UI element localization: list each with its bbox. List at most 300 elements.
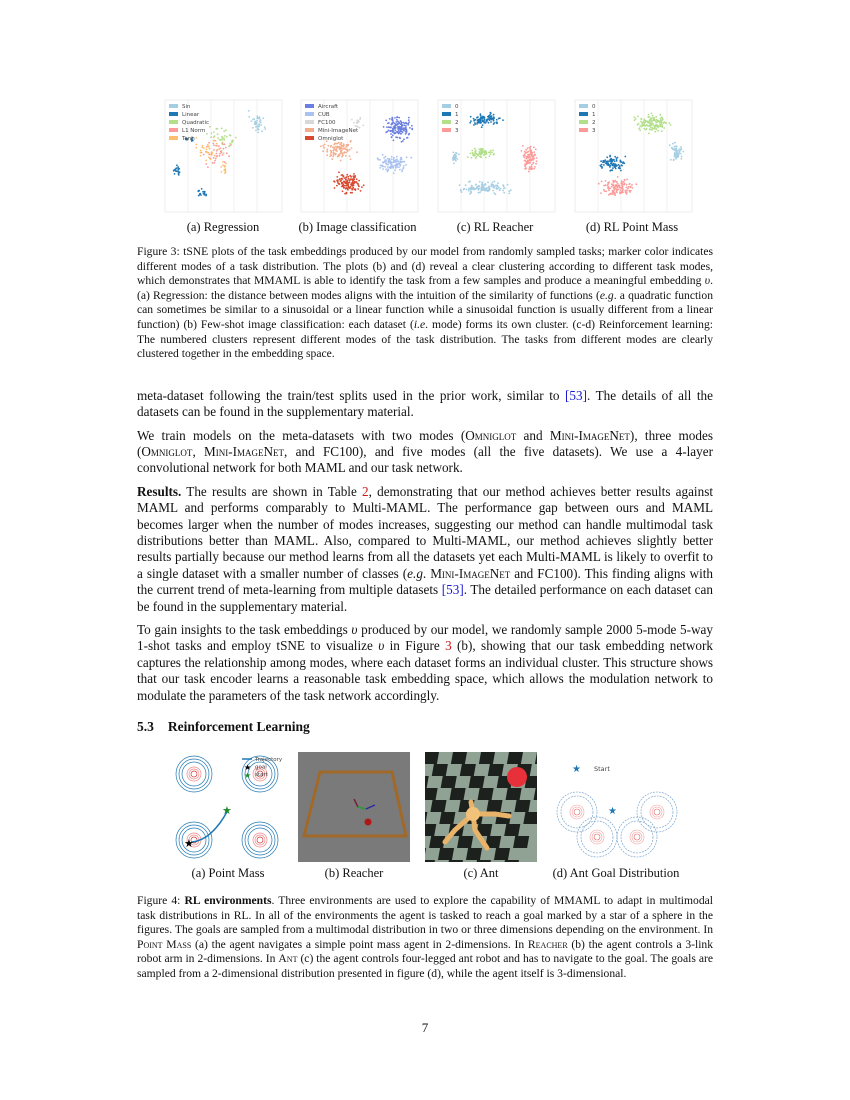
scatter-point bbox=[482, 119, 484, 121]
scatter-point bbox=[203, 154, 205, 156]
scatter-point bbox=[177, 166, 179, 168]
scatter-point bbox=[206, 148, 208, 150]
scatter-point bbox=[346, 176, 348, 178]
scatter-point bbox=[536, 160, 538, 162]
scatter-point bbox=[474, 148, 476, 150]
text-segment: Mini-ImageNet bbox=[430, 565, 511, 581]
scatter-point bbox=[403, 165, 405, 167]
scatter-point bbox=[213, 162, 215, 164]
section-number: 5.3 bbox=[137, 719, 154, 735]
scatter-point bbox=[502, 190, 504, 192]
subcaption-rl-point-mass: (d) RL Point Mass bbox=[585, 220, 679, 234]
scatter-point bbox=[401, 161, 403, 163]
scatter-point bbox=[616, 185, 618, 187]
scatter-point bbox=[454, 156, 456, 158]
scatter-point bbox=[344, 182, 346, 184]
scatter-point bbox=[528, 151, 530, 153]
scatter-point bbox=[670, 124, 672, 126]
scatter-point bbox=[390, 126, 392, 128]
scatter-point bbox=[480, 148, 482, 150]
scatter-point bbox=[337, 155, 339, 157]
scatter-point bbox=[492, 190, 494, 192]
scatter-point bbox=[678, 149, 680, 151]
text-segment: i.e bbox=[413, 317, 426, 331]
scatter-point bbox=[478, 185, 480, 187]
scatter-point bbox=[626, 187, 628, 189]
scatter-point bbox=[495, 193, 497, 195]
scatter-point bbox=[223, 152, 225, 154]
scatter-point bbox=[215, 128, 217, 130]
text-segment: produced by our model, we randomly sample 2000 5-mode 5-way 1-shot tasks and employ tSNE to visualize bbox=[137, 622, 714, 654]
scatter-point bbox=[399, 165, 401, 167]
scatter-point bbox=[497, 185, 499, 187]
scatter-point bbox=[205, 160, 207, 162]
scatter-point bbox=[393, 130, 395, 132]
scatter-point bbox=[403, 161, 405, 163]
scatter-point bbox=[498, 118, 500, 120]
scatter-point bbox=[652, 119, 654, 121]
scatter-point bbox=[605, 184, 607, 186]
scatter-point bbox=[200, 150, 202, 152]
scatter-point bbox=[322, 145, 324, 147]
scatter-point bbox=[248, 116, 250, 118]
legend-label: 3 bbox=[592, 128, 596, 134]
scatter-point bbox=[504, 187, 506, 189]
scatter-point bbox=[467, 156, 469, 158]
scatter-point bbox=[203, 147, 205, 149]
scatter-point bbox=[342, 182, 344, 184]
text-segment: ), three modes ( bbox=[137, 427, 713, 459]
scatter-point bbox=[528, 162, 530, 164]
scatter-point bbox=[485, 152, 487, 154]
scatter-point bbox=[388, 122, 390, 124]
legend-label: 0 bbox=[592, 104, 596, 110]
scatter-point bbox=[389, 158, 391, 160]
scatter-point bbox=[252, 127, 254, 129]
subcaption-point-mass: (a) Point Mass bbox=[191, 866, 265, 881]
scatter-point bbox=[224, 172, 226, 174]
cross-reference-link[interactable]: 3 bbox=[445, 638, 452, 654]
scatter-point bbox=[507, 184, 509, 186]
tsne-rl-point-mass-plot bbox=[572, 98, 694, 218]
scatter-point bbox=[346, 174, 348, 176]
scatter-point bbox=[610, 163, 612, 165]
scatter-point bbox=[612, 167, 614, 169]
scatter-point bbox=[618, 185, 620, 187]
start-star-icon: ★ bbox=[244, 771, 252, 781]
scatter-point bbox=[340, 160, 342, 162]
scatter-point bbox=[617, 183, 619, 185]
scatter-point bbox=[406, 137, 408, 139]
scatter-point bbox=[490, 150, 492, 152]
scatter-point bbox=[205, 163, 207, 165]
scatter-point bbox=[399, 169, 401, 171]
scatter-point bbox=[460, 190, 462, 192]
text-segment: υ bbox=[704, 274, 711, 288]
cross-reference-link[interactable]: 2 bbox=[362, 483, 369, 499]
paragraph bbox=[137, 388, 713, 421]
scatter-point bbox=[531, 164, 533, 166]
text-segment: (b), showing that our task embedding network captures the relationship among modes, where each dataset forms an individual cluster. This structure shows that our task encoder learns a reasonable task embedding space, which allows the modulation network to modulate the parameters of the task network accordingly. bbox=[137, 638, 713, 703]
scatter-point bbox=[621, 180, 623, 182]
scatter-point bbox=[216, 156, 218, 158]
scatter-point bbox=[330, 153, 332, 155]
scatter-point bbox=[408, 121, 410, 123]
scatter-point bbox=[525, 158, 527, 160]
scatter-point bbox=[611, 169, 613, 171]
scatter-point bbox=[387, 166, 389, 168]
scatter-point bbox=[474, 152, 476, 154]
legend-label: 1 bbox=[592, 112, 596, 118]
scatter-point bbox=[480, 113, 482, 115]
scatter-point bbox=[347, 189, 349, 191]
scatter-point bbox=[407, 124, 409, 126]
scatter-point bbox=[656, 124, 658, 126]
scatter-point bbox=[681, 158, 683, 160]
scatter-point bbox=[532, 156, 534, 158]
scatter-point bbox=[342, 190, 344, 192]
scatter-point bbox=[491, 151, 493, 153]
scatter-point bbox=[326, 154, 328, 156]
scatter-point bbox=[394, 117, 396, 119]
scatter-point bbox=[326, 150, 328, 152]
scatter-point bbox=[535, 163, 537, 165]
scatter-point bbox=[534, 153, 536, 155]
scatter-point bbox=[338, 146, 340, 148]
scatter-point bbox=[485, 157, 487, 159]
scatter-point bbox=[341, 145, 343, 147]
scatter-point bbox=[351, 189, 353, 191]
scatter-point bbox=[342, 178, 344, 180]
scatter-point bbox=[391, 159, 393, 161]
scatter-point bbox=[455, 154, 457, 156]
scatter-point bbox=[614, 156, 616, 158]
legend-label: Mini-ImageNet bbox=[318, 128, 359, 134]
scatter-point bbox=[674, 142, 676, 144]
scatter-point bbox=[455, 160, 457, 162]
scatter-point bbox=[405, 122, 407, 124]
scatter-point bbox=[637, 116, 639, 118]
scatter-point bbox=[209, 148, 211, 150]
scatter-point bbox=[377, 157, 379, 159]
scatter-point bbox=[643, 128, 645, 130]
scatter-point bbox=[385, 168, 387, 170]
scatter-point bbox=[616, 181, 618, 183]
scatter-point bbox=[523, 156, 525, 158]
legend-label: Aircraft bbox=[318, 104, 339, 110]
scatter-point bbox=[351, 178, 353, 180]
scatter-point bbox=[616, 160, 618, 162]
scatter-point bbox=[634, 116, 636, 118]
scatter-point bbox=[659, 120, 661, 122]
scatter-point bbox=[255, 123, 257, 125]
legend-swatch bbox=[169, 136, 178, 140]
scatter-point bbox=[663, 127, 665, 129]
scatter-point bbox=[222, 165, 224, 167]
scatter-point bbox=[640, 121, 642, 123]
scatter-point bbox=[678, 154, 680, 156]
scatter-point bbox=[355, 181, 357, 183]
scatter-point bbox=[531, 152, 533, 154]
scatter-point bbox=[338, 171, 340, 173]
scatter-point bbox=[606, 161, 608, 163]
scatter-point bbox=[213, 140, 215, 142]
scatter-point bbox=[350, 158, 352, 160]
scatter-point bbox=[225, 147, 227, 149]
scatter-point bbox=[535, 148, 537, 150]
scatter-point bbox=[213, 131, 215, 133]
scatter-point bbox=[402, 122, 404, 124]
scatter-point bbox=[632, 187, 634, 189]
scatter-point bbox=[358, 184, 360, 186]
scatter-point bbox=[635, 118, 637, 120]
scatter-point bbox=[379, 167, 381, 169]
scatter-point bbox=[201, 188, 203, 190]
scatter-point bbox=[481, 183, 483, 185]
scatter-point bbox=[600, 192, 602, 194]
scatter-point bbox=[224, 169, 226, 171]
scatter-point bbox=[659, 114, 661, 116]
scatter-point bbox=[356, 178, 358, 180]
scatter-point bbox=[481, 126, 483, 128]
subcaption-rl-reacher: (c) RL Reacher bbox=[456, 220, 534, 234]
scatter-point bbox=[620, 189, 622, 191]
scatter-point bbox=[195, 144, 197, 146]
scatter-point bbox=[654, 120, 656, 122]
scatter-point bbox=[606, 156, 608, 158]
legend-label: 2 bbox=[455, 120, 459, 126]
scatter-point bbox=[213, 144, 215, 146]
scatter-point bbox=[474, 119, 476, 121]
scatter-point bbox=[676, 156, 678, 158]
scatter-point bbox=[614, 166, 616, 168]
scatter-point bbox=[483, 116, 485, 118]
scatter-point bbox=[670, 159, 672, 161]
scatter-point bbox=[339, 153, 341, 155]
scatter-point bbox=[349, 155, 351, 157]
scatter-point bbox=[490, 118, 492, 120]
citation-link[interactable]: [53] bbox=[441, 582, 464, 598]
scatter-point bbox=[475, 188, 477, 190]
scatter-point bbox=[386, 126, 388, 128]
scatter-point bbox=[649, 120, 651, 122]
legend-goal: goal bbox=[255, 764, 267, 771]
scatter-point bbox=[322, 150, 324, 152]
scatter-point bbox=[528, 171, 530, 173]
scatter-point bbox=[659, 124, 661, 126]
text-segment: We train models on the meta-datasets with two modes ( bbox=[137, 427, 466, 443]
figure4 bbox=[137, 752, 713, 888]
scatter-point bbox=[224, 143, 226, 145]
scatter-point bbox=[522, 145, 524, 147]
scatter-point bbox=[612, 180, 614, 182]
scatter-point bbox=[410, 157, 412, 159]
scatter-point bbox=[608, 183, 610, 185]
scatter-point bbox=[490, 185, 492, 187]
scatter-point bbox=[406, 132, 408, 134]
scatter-point bbox=[332, 156, 334, 158]
scatter-point bbox=[208, 146, 210, 148]
scatter-point bbox=[388, 126, 390, 128]
scatter-point bbox=[174, 173, 176, 175]
legend-label: 1 bbox=[455, 112, 459, 118]
scatter-point bbox=[611, 193, 613, 195]
scatter-point bbox=[342, 186, 344, 188]
legend-swatch bbox=[169, 128, 178, 132]
scatter-point bbox=[533, 162, 535, 164]
scatter-point bbox=[395, 136, 397, 138]
text-segment: (b) the agent controls a 3-link robot arm in 2-dimensions. In bbox=[137, 937, 714, 966]
scatter-point bbox=[176, 164, 178, 166]
scatter-point bbox=[385, 120, 387, 122]
scatter-point bbox=[399, 137, 401, 139]
scatter-point bbox=[626, 189, 628, 191]
scatter-point bbox=[487, 118, 489, 120]
scatter-point bbox=[258, 123, 260, 125]
scatter-point bbox=[465, 184, 467, 186]
scatter-point bbox=[659, 122, 661, 124]
scatter-point bbox=[533, 168, 535, 170]
scatter-point bbox=[215, 158, 217, 160]
scatter-point bbox=[639, 130, 641, 132]
scatter-point bbox=[257, 127, 259, 129]
scatter-point bbox=[216, 153, 218, 155]
text-segment: . a quadratic function can sometimes be similar to a sinusoidal or a linear function while a sinusoidal function is usually different from a linear function) (b) Few-shot image classification: each dataset ( bbox=[137, 288, 713, 331]
scatter-point bbox=[408, 117, 410, 119]
scatter-point bbox=[404, 124, 406, 126]
text-segment: , demonstrating that our method achieves better results against MAML and performs comparably to Multi-MAML. The performance gap between ours and MAML becomes larger when the number of modes increases, suggesting our method can handle multimodal task distributions better than MAML. Also, compared to Multi-MAML, our method achieves slightly better results partially because our method learns from all the datasets yet each Multi-MAML is likely to overfit to a single dataset with a smaller number of classes ( bbox=[137, 483, 713, 581]
scatter-point bbox=[493, 153, 495, 155]
scatter-point bbox=[641, 126, 643, 128]
legend-label: L1 Norm bbox=[182, 128, 206, 134]
scatter-point bbox=[221, 136, 223, 138]
scatter-point bbox=[482, 181, 484, 183]
scatter-point bbox=[482, 149, 484, 151]
scatter-point bbox=[401, 171, 403, 173]
scatter-point bbox=[525, 149, 527, 151]
legend-label: Omniglot bbox=[318, 136, 344, 142]
scatter-point bbox=[527, 147, 529, 149]
scatter-point bbox=[214, 155, 216, 157]
scatter-point bbox=[394, 132, 396, 134]
text-segment: Reacher bbox=[527, 937, 568, 951]
scatter-point bbox=[258, 129, 260, 131]
scatter-point bbox=[391, 163, 393, 165]
scatter-point bbox=[400, 120, 402, 122]
scatter-point bbox=[661, 130, 663, 132]
scatter-point bbox=[350, 176, 352, 178]
scatter-point bbox=[392, 134, 394, 136]
scatter-point bbox=[347, 176, 349, 178]
scatter-point bbox=[353, 173, 355, 175]
scatter-point bbox=[619, 193, 621, 195]
scatter-point bbox=[335, 154, 337, 156]
scatter-point bbox=[644, 122, 646, 124]
legend-swatch bbox=[305, 104, 314, 108]
scatter-point bbox=[222, 154, 224, 156]
scatter-point bbox=[617, 176, 619, 178]
scatter-point bbox=[528, 157, 530, 159]
scatter-point bbox=[496, 122, 498, 124]
scatter-point bbox=[221, 139, 223, 141]
scatter-point bbox=[471, 185, 473, 187]
scatter-point bbox=[676, 146, 678, 148]
scatter-point bbox=[529, 159, 531, 161]
scatter-point bbox=[345, 152, 347, 154]
scatter-point bbox=[402, 140, 404, 142]
scatter-point bbox=[396, 131, 398, 133]
tsne-regression-plot bbox=[162, 98, 284, 218]
text-segment: Omniglot bbox=[141, 443, 193, 459]
scatter-point bbox=[259, 121, 261, 123]
text-column bbox=[137, 245, 713, 1056]
scatter-point bbox=[346, 149, 348, 151]
scatter-point bbox=[651, 113, 653, 115]
scatter-point bbox=[385, 156, 387, 158]
scatter-point bbox=[202, 145, 204, 147]
scatter-point bbox=[622, 192, 624, 194]
scatter-point bbox=[217, 133, 219, 135]
scatter-point bbox=[672, 148, 674, 150]
scatter-point bbox=[644, 125, 646, 127]
scatter-point bbox=[652, 127, 654, 129]
scatter-point bbox=[631, 184, 633, 186]
citation-link[interactable]: [53] bbox=[565, 387, 588, 403]
scatter-point bbox=[475, 184, 477, 186]
scatter-point bbox=[663, 122, 665, 124]
scatter-point bbox=[499, 189, 501, 191]
scatter-point bbox=[657, 130, 659, 132]
scatter-point bbox=[628, 186, 630, 188]
subcaption-image-classification: (b) Image classification bbox=[298, 220, 417, 234]
scatter-point bbox=[646, 128, 648, 130]
scatter-point bbox=[642, 121, 644, 123]
legend-label: FC100 bbox=[318, 120, 336, 126]
scatter-point bbox=[604, 190, 606, 192]
scatter-point bbox=[359, 127, 361, 129]
legend-label: 0 bbox=[455, 104, 459, 110]
scatter-point bbox=[391, 136, 393, 138]
scatter-point bbox=[490, 112, 492, 114]
scatter-point bbox=[652, 115, 654, 117]
scatter-point bbox=[649, 128, 651, 130]
scatter-point bbox=[510, 189, 512, 191]
scatter-point bbox=[230, 144, 232, 146]
scatter-point bbox=[609, 155, 611, 157]
scatter-point bbox=[350, 141, 352, 143]
scatter-point bbox=[383, 157, 385, 159]
text-segment: in Figure bbox=[384, 638, 446, 654]
scatter-point bbox=[351, 192, 353, 194]
scatter-point bbox=[211, 132, 213, 134]
scatter-point bbox=[331, 158, 333, 160]
scatter-point bbox=[529, 166, 531, 168]
scatter-point bbox=[224, 161, 226, 163]
scatter-point bbox=[470, 187, 472, 189]
scatter-point bbox=[480, 115, 482, 117]
scatter-point bbox=[219, 139, 221, 141]
scatter-point bbox=[654, 128, 656, 130]
scatter-point bbox=[619, 187, 621, 189]
svg-text:★: ★ bbox=[184, 838, 194, 851]
text-segment: RL environments bbox=[184, 894, 272, 908]
text-segment: (c) the agent controls four-legged ant robot and has to navigate to the goal. The goals are sampled from a 2-dimensional distribution presented in figure (d), while the agent itself is 3-dimensional. bbox=[137, 952, 713, 981]
scatter-point bbox=[638, 128, 640, 130]
scatter-point bbox=[669, 122, 671, 124]
scatter-point bbox=[323, 147, 325, 149]
scatter-point bbox=[219, 155, 221, 157]
scatter-point bbox=[332, 146, 334, 148]
